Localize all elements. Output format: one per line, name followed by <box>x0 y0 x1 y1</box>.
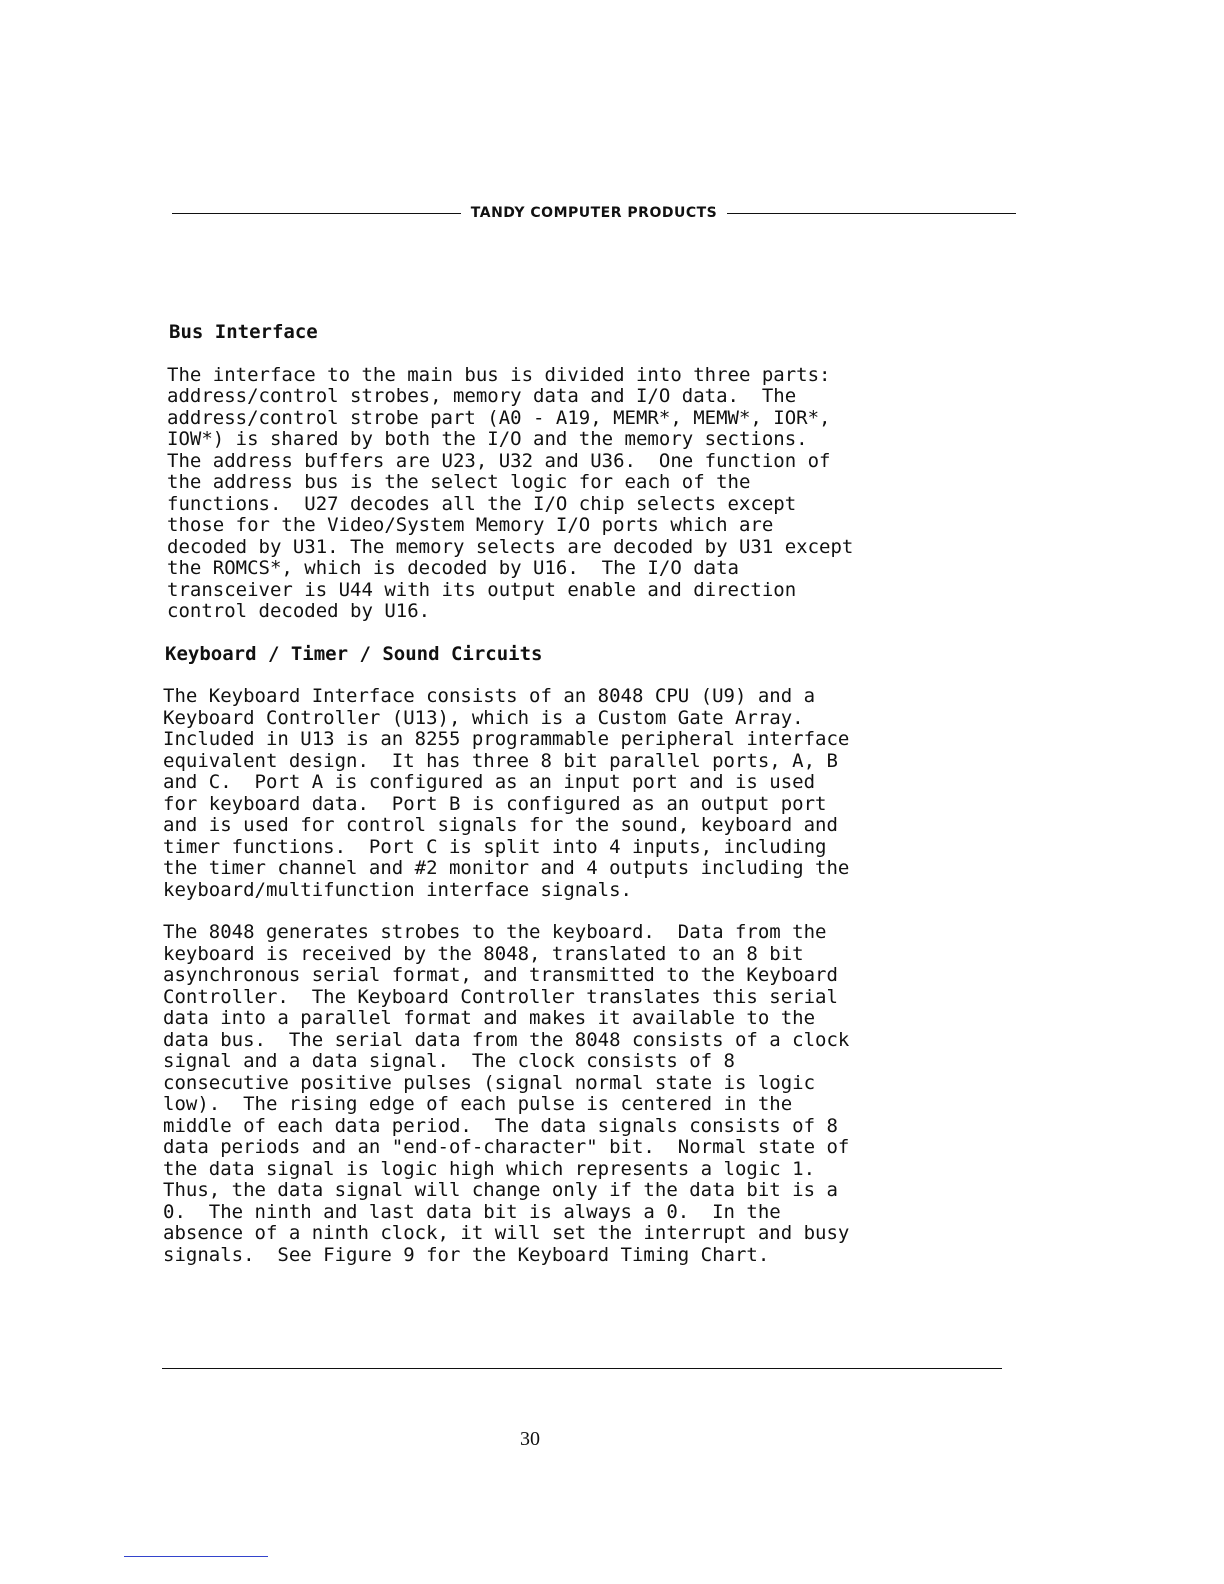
footer-rule <box>162 1368 1002 1369</box>
header-rule-left <box>172 213 461 214</box>
header-rule-right <box>727 213 1016 214</box>
document-body <box>163 322 993 1287</box>
section-keyboard-timer-sound <box>163 644 993 1267</box>
paragraph: The interface to the main bus is divided into three parts: address/control strobes, memory data and I/O data. The address/control strobe part (A0 - A19, MEMR*, MEMW*, IOR*, IOW*) is shared by both the I/O and the memory sections. The address buffers are U23, U32 and U36. One function of the address bus is the select logic for each of the functions. U27 decodes all the I/O chip selects except those for the Video/System Memory I/O ports which are decoded by U31. The memory selects are decoded by U31 except the ROMCS*, which is decoded by U16. The I/O data transceiver is U44 with its output enable and direction control decoded by U16. <box>167 363 854 622</box>
corner-mark <box>124 1556 268 1557</box>
section-title: Keyboard / Timer / Sound Circuits <box>165 642 543 665</box>
paragraph: The Keyboard Interface consists of an 8048 CPU (U9) and a Keyboard Controller (U13), which is a Custom Gate Array. Included in U13 is an 8255 programmable peripheral interface equivalent design. It has three 8 bit parallel ports, A, B and C. Port A is configured as an input port and is used for keyboard data. Port B is configured as an output port and is used for control signals for the sound, keyboard and timer functions. Port C is split into 4 inputs, including the timer channel and #2 monitor and 4 outputs including the keyboard/multifunction interface signals. <box>163 685 850 901</box>
page-header <box>172 200 1016 226</box>
section-bus-interface <box>167 322 993 623</box>
paragraph: The 8048 generates strobes to the keyboard. Data from the keyboard is received by the 8048, translated to an 8 bit asynchronous serial format, and transmitted to the Keyboard Controller. The Keyboard Controller translates this serial data into a parallel format and makes it available to the data bus. The serial data from the 8048 consists of a clock signal and a data signal. The clock consists of 8 consecutive positive pulses (signal normal state is logic low). The rising edge of each pulse is centered in the middle of each data period. The data signals consists of 8 data periods and an "end-of-character" bit. Normal state of the data signal is logic high which represents a logic 1. Thus, the data signal will change only if the data bit is a 0. The ninth and last data bit is always a 0. In the absence of a ninth clock, it will set the interrupt and busy signals. See Figure 9 for the Keyboard Timing Chart. <box>163 921 850 1266</box>
header-brand: TANDY COMPUTER PRODUCTS <box>470 205 718 221</box>
page-number: 30 <box>520 1428 540 1450</box>
section-title: Bus Interface <box>169 321 318 343</box>
